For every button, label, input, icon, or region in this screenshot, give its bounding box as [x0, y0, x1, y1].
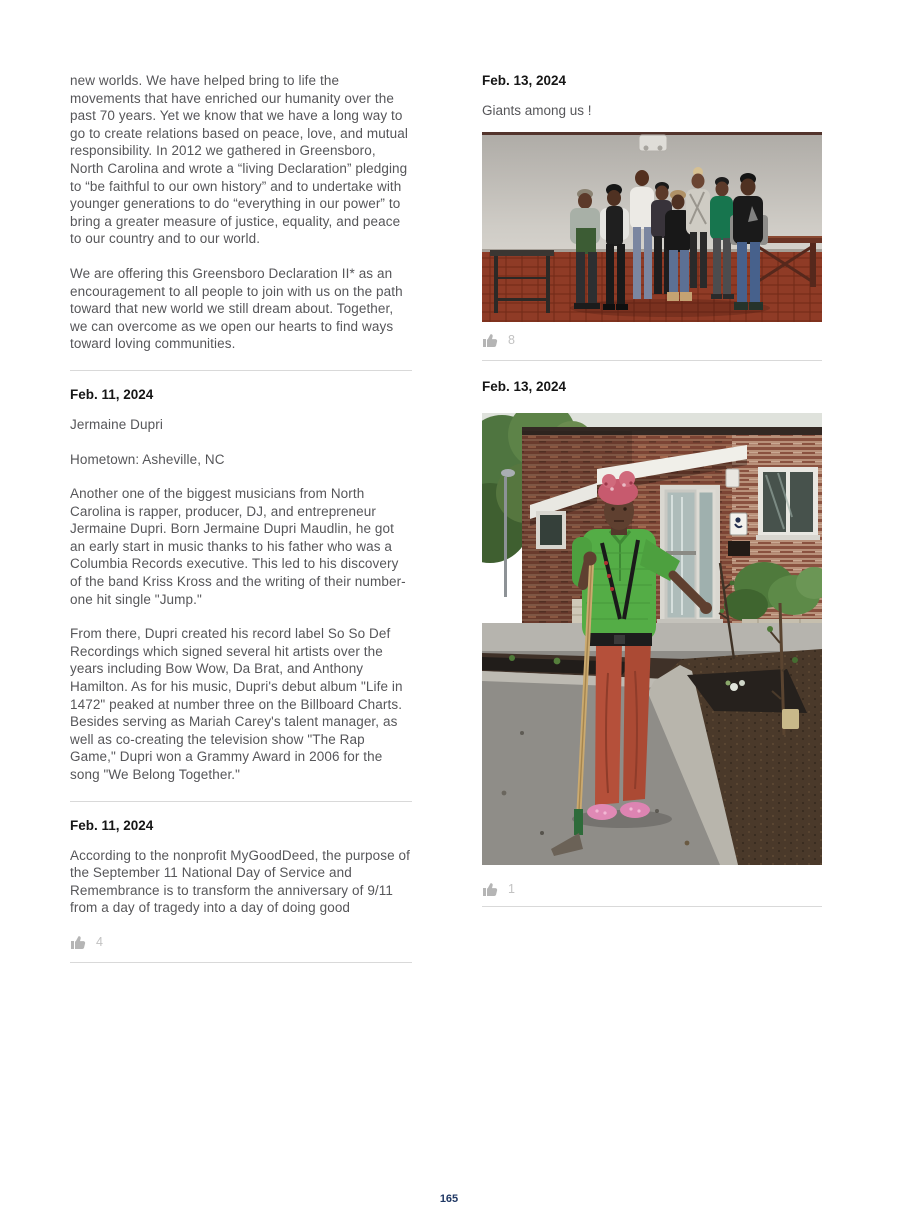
post-paragraph: From there, Dupri created his record label So So Def Recordings which signed several hit artists over the years including Bow Wow, Da Brat, and Anthony Hamilton. As for his music, Dupri's debut album "Life in 1472" peaked at number three on the Billboard Charts. Besides serving as Mariah Carey's talent manager, as well as co-creating the television show "The Rap Game," Dupri won a Grammy Award in 2006 for the song "We Belong Together." [70, 626, 403, 782]
post-date: Feb. 13, 2024 [482, 379, 567, 394]
post-paragraph: Another one of the biggest musicians from North Carolina is rapper, producer, DJ, and entrepreneur Jermaine Dupri. Born Jermaine Dupri Maudlin, he got an early start in music thanks to his father who was a Columbia Records executive. This led to his discovery of the band Kriss Kross and the writing of their number-one hit single "Jump." [70, 486, 406, 607]
thumbs-up-icon [482, 332, 498, 348]
gardening-photo [482, 413, 822, 865]
like-row [70, 934, 412, 950]
post-divider [482, 360, 822, 361]
post-date: Feb. 11, 2024 [70, 386, 154, 402]
thumbs-up-icon [482, 881, 498, 897]
intro-paragraph-1: new worlds. We have helped bring to life the movements that have enriched our humanity over the past 70 years. Yet we know that we have a long way to go to create relations based on peace, love, and mutual responsibility. In 2012 we gathered in Greensboro, North Carolina and wrote a “living Declaration” pledging to “be faithful to our own history” and to undertake with younger generations to do “everything in our power” to bring a greater measure of justice, equality, and peace to our country and to our world. [70, 73, 408, 247]
like-count: 8 [508, 333, 515, 347]
post-date: Feb. 13, 2024 [482, 73, 567, 88]
like-row [482, 881, 822, 897]
group-photo [482, 132, 822, 322]
post-divider [70, 801, 412, 802]
post-divider [70, 370, 412, 371]
like-count: 4 [96, 934, 103, 949]
post-divider [70, 962, 412, 963]
left-column [70, 72, 412, 963]
post-date: Feb. 11, 2024 [70, 817, 154, 833]
post-caption: Giants among us ! [482, 103, 592, 118]
post-paragraph: According to the nonprofit MyGoodDeed, the purpose of the September 11 National Day of Service and Remembrance is to transform the anniversary of 9/11 from a day of tragedy into a day of doing good [70, 847, 411, 916]
like-row [482, 332, 822, 348]
intro-paragraph-2: We are offering this Greensboro Declaration II* as an encouragement to all people to join with us on the path toward that new world we still dream about. Together, we can overcome as we open our hearts to find ways toward loving communities. [70, 265, 403, 352]
right-column [482, 72, 822, 907]
post-paragraph: Hometown: Asheville, NC [70, 451, 225, 467]
thumbs-up-icon [70, 934, 86, 950]
like-count: 1 [508, 882, 515, 896]
page-number: 165 [439, 1193, 459, 1205]
post-divider [482, 906, 822, 907]
post-paragraph: Jermaine Dupri [70, 416, 163, 432]
